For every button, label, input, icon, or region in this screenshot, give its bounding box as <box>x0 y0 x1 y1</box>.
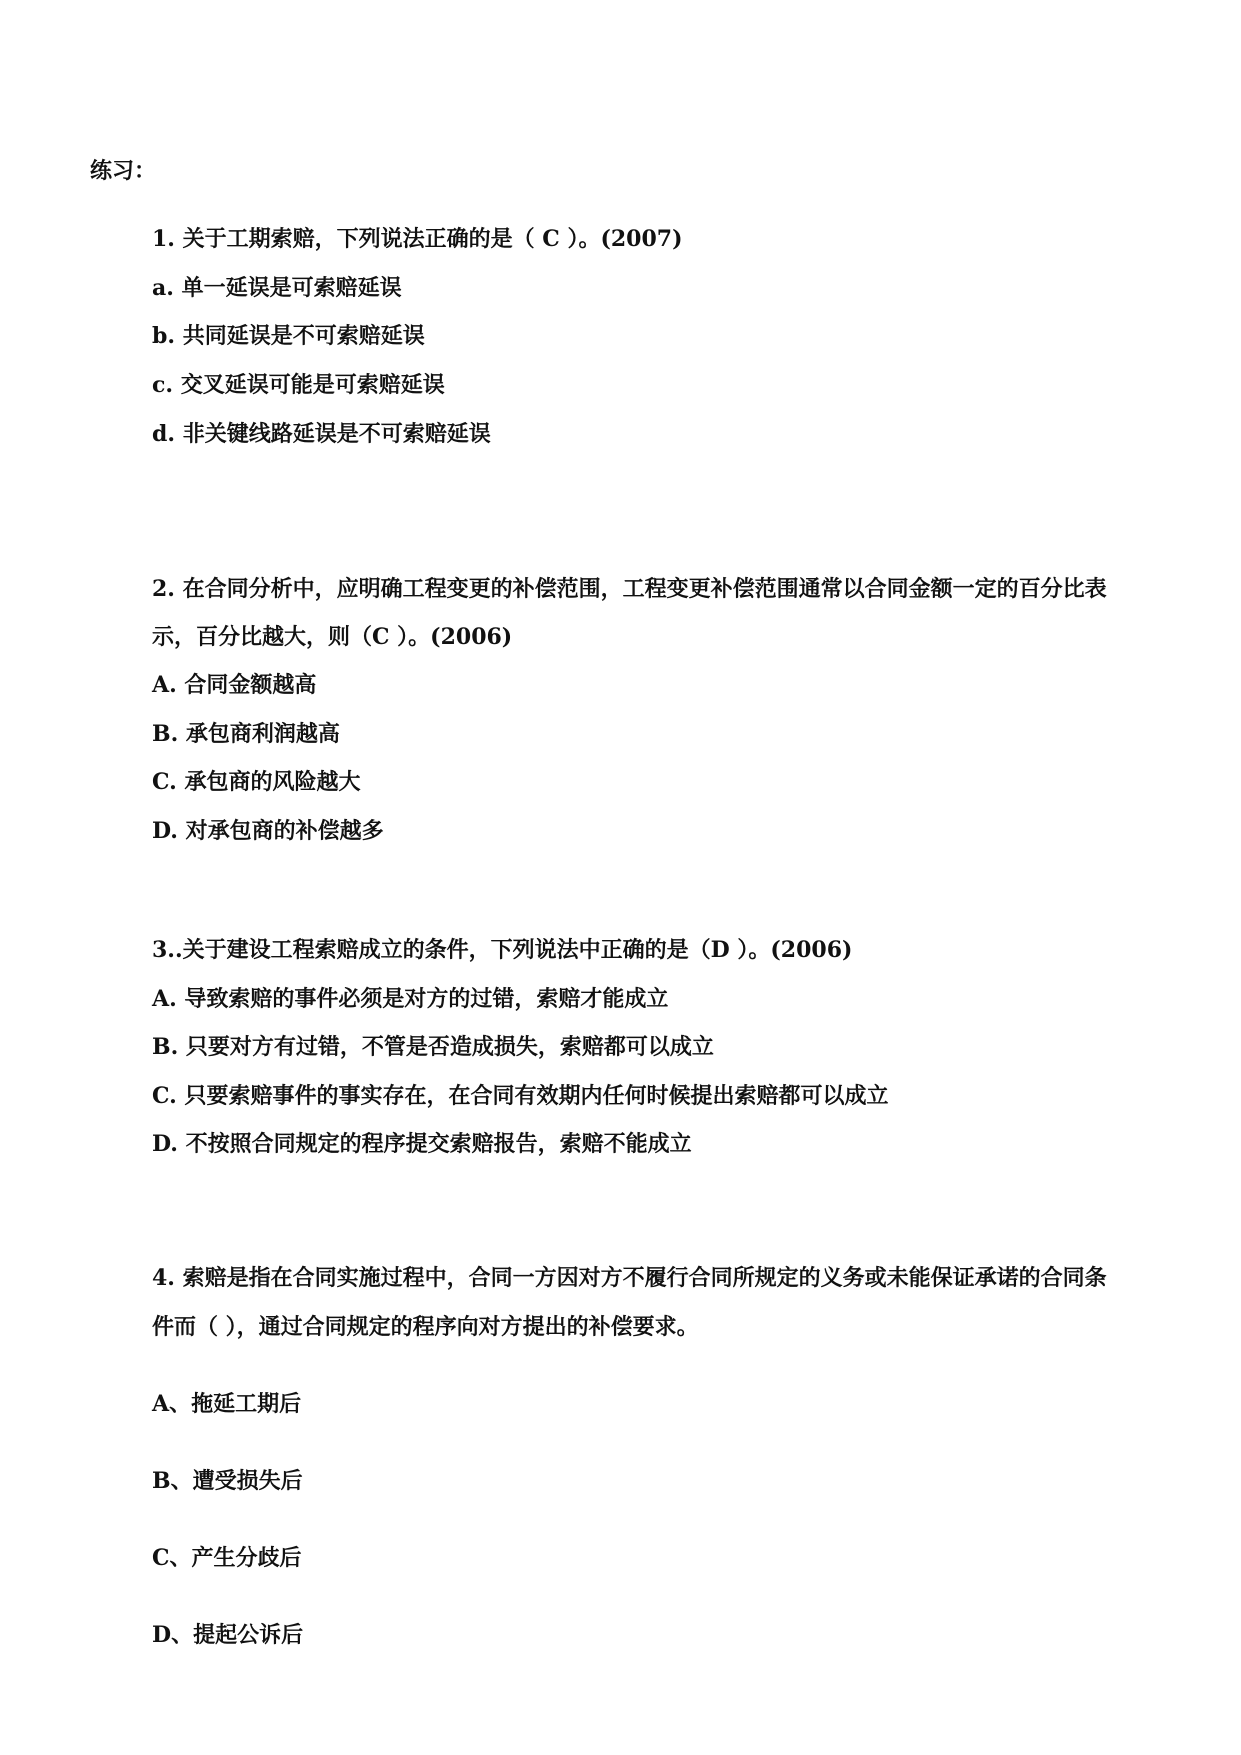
question-1-option-d: d. 非关键线路延误是不可索赔延误 <box>152 421 491 447</box>
question-4-stem-line-1: 4. 索赔是指在合同实施过程中，合同一方因对方不履行合同所规定的义务或未能保证承诺的合同条 <box>152 1265 1107 1291</box>
question-4-option-b: B、遭受损失后 <box>152 1468 303 1494</box>
question-2-option-b: B. 承包商利润越高 <box>152 721 340 747</box>
question-3-stem: 3..关于建设工程索赔成立的条件，下列说法中正确的是（D ）。(2006) <box>152 937 853 963</box>
question-1-stem: 1. 关于工期索赔，下列说法正确的是（ C ）。(2007) <box>152 226 683 252</box>
question-1-option-c: c. 交叉延误可能是可索赔延误 <box>152 372 445 398</box>
question-2-option-c: C. 承包商的风险越大 <box>152 769 361 795</box>
question-3-option-b: B. 只要对方有过错，不管是否造成损失，索赔都可以成立 <box>152 1034 714 1060</box>
question-3-option-c: C. 只要索赔事件的事实存在，在合同有效期内任何时候提出索赔都可以成立 <box>152 1083 889 1109</box>
question-2-option-a: A. 合同金额越高 <box>152 672 317 698</box>
question-4-option-c: C、产生分歧后 <box>152 1545 302 1571</box>
question-2-option-d: D. 对承包商的补偿越多 <box>152 818 384 844</box>
question-4-option-a: A、拖延工期后 <box>152 1391 302 1417</box>
question-1-option-b: b. 共同延误是不可索赔延误 <box>152 323 425 349</box>
question-3-option-d: D. 不按照合同规定的程序提交索赔报告，索赔不能成立 <box>152 1131 692 1157</box>
question-4-option-d: D、提起公诉后 <box>152 1622 304 1648</box>
question-3-option-a: A. 导致索赔的事件必须是对方的过错，索赔才能成立 <box>152 986 669 1012</box>
question-4-stem-line-2: 件而（ ），通过合同规定的程序向对方提出的补偿要求。 <box>152 1314 699 1340</box>
question-2-stem-line-1: 2. 在合同分析中，应明确工程变更的补偿范围，工程变更补偿范围通常以合同金额一定的百分比表 <box>152 576 1107 602</box>
question-2-stem-line-2: 示，百分比越大，则（C ）。(2006) <box>152 624 513 650</box>
question-1-option-a: a. 单一延误是可索赔延误 <box>152 275 402 301</box>
section-heading: 练习： <box>90 158 157 184</box>
